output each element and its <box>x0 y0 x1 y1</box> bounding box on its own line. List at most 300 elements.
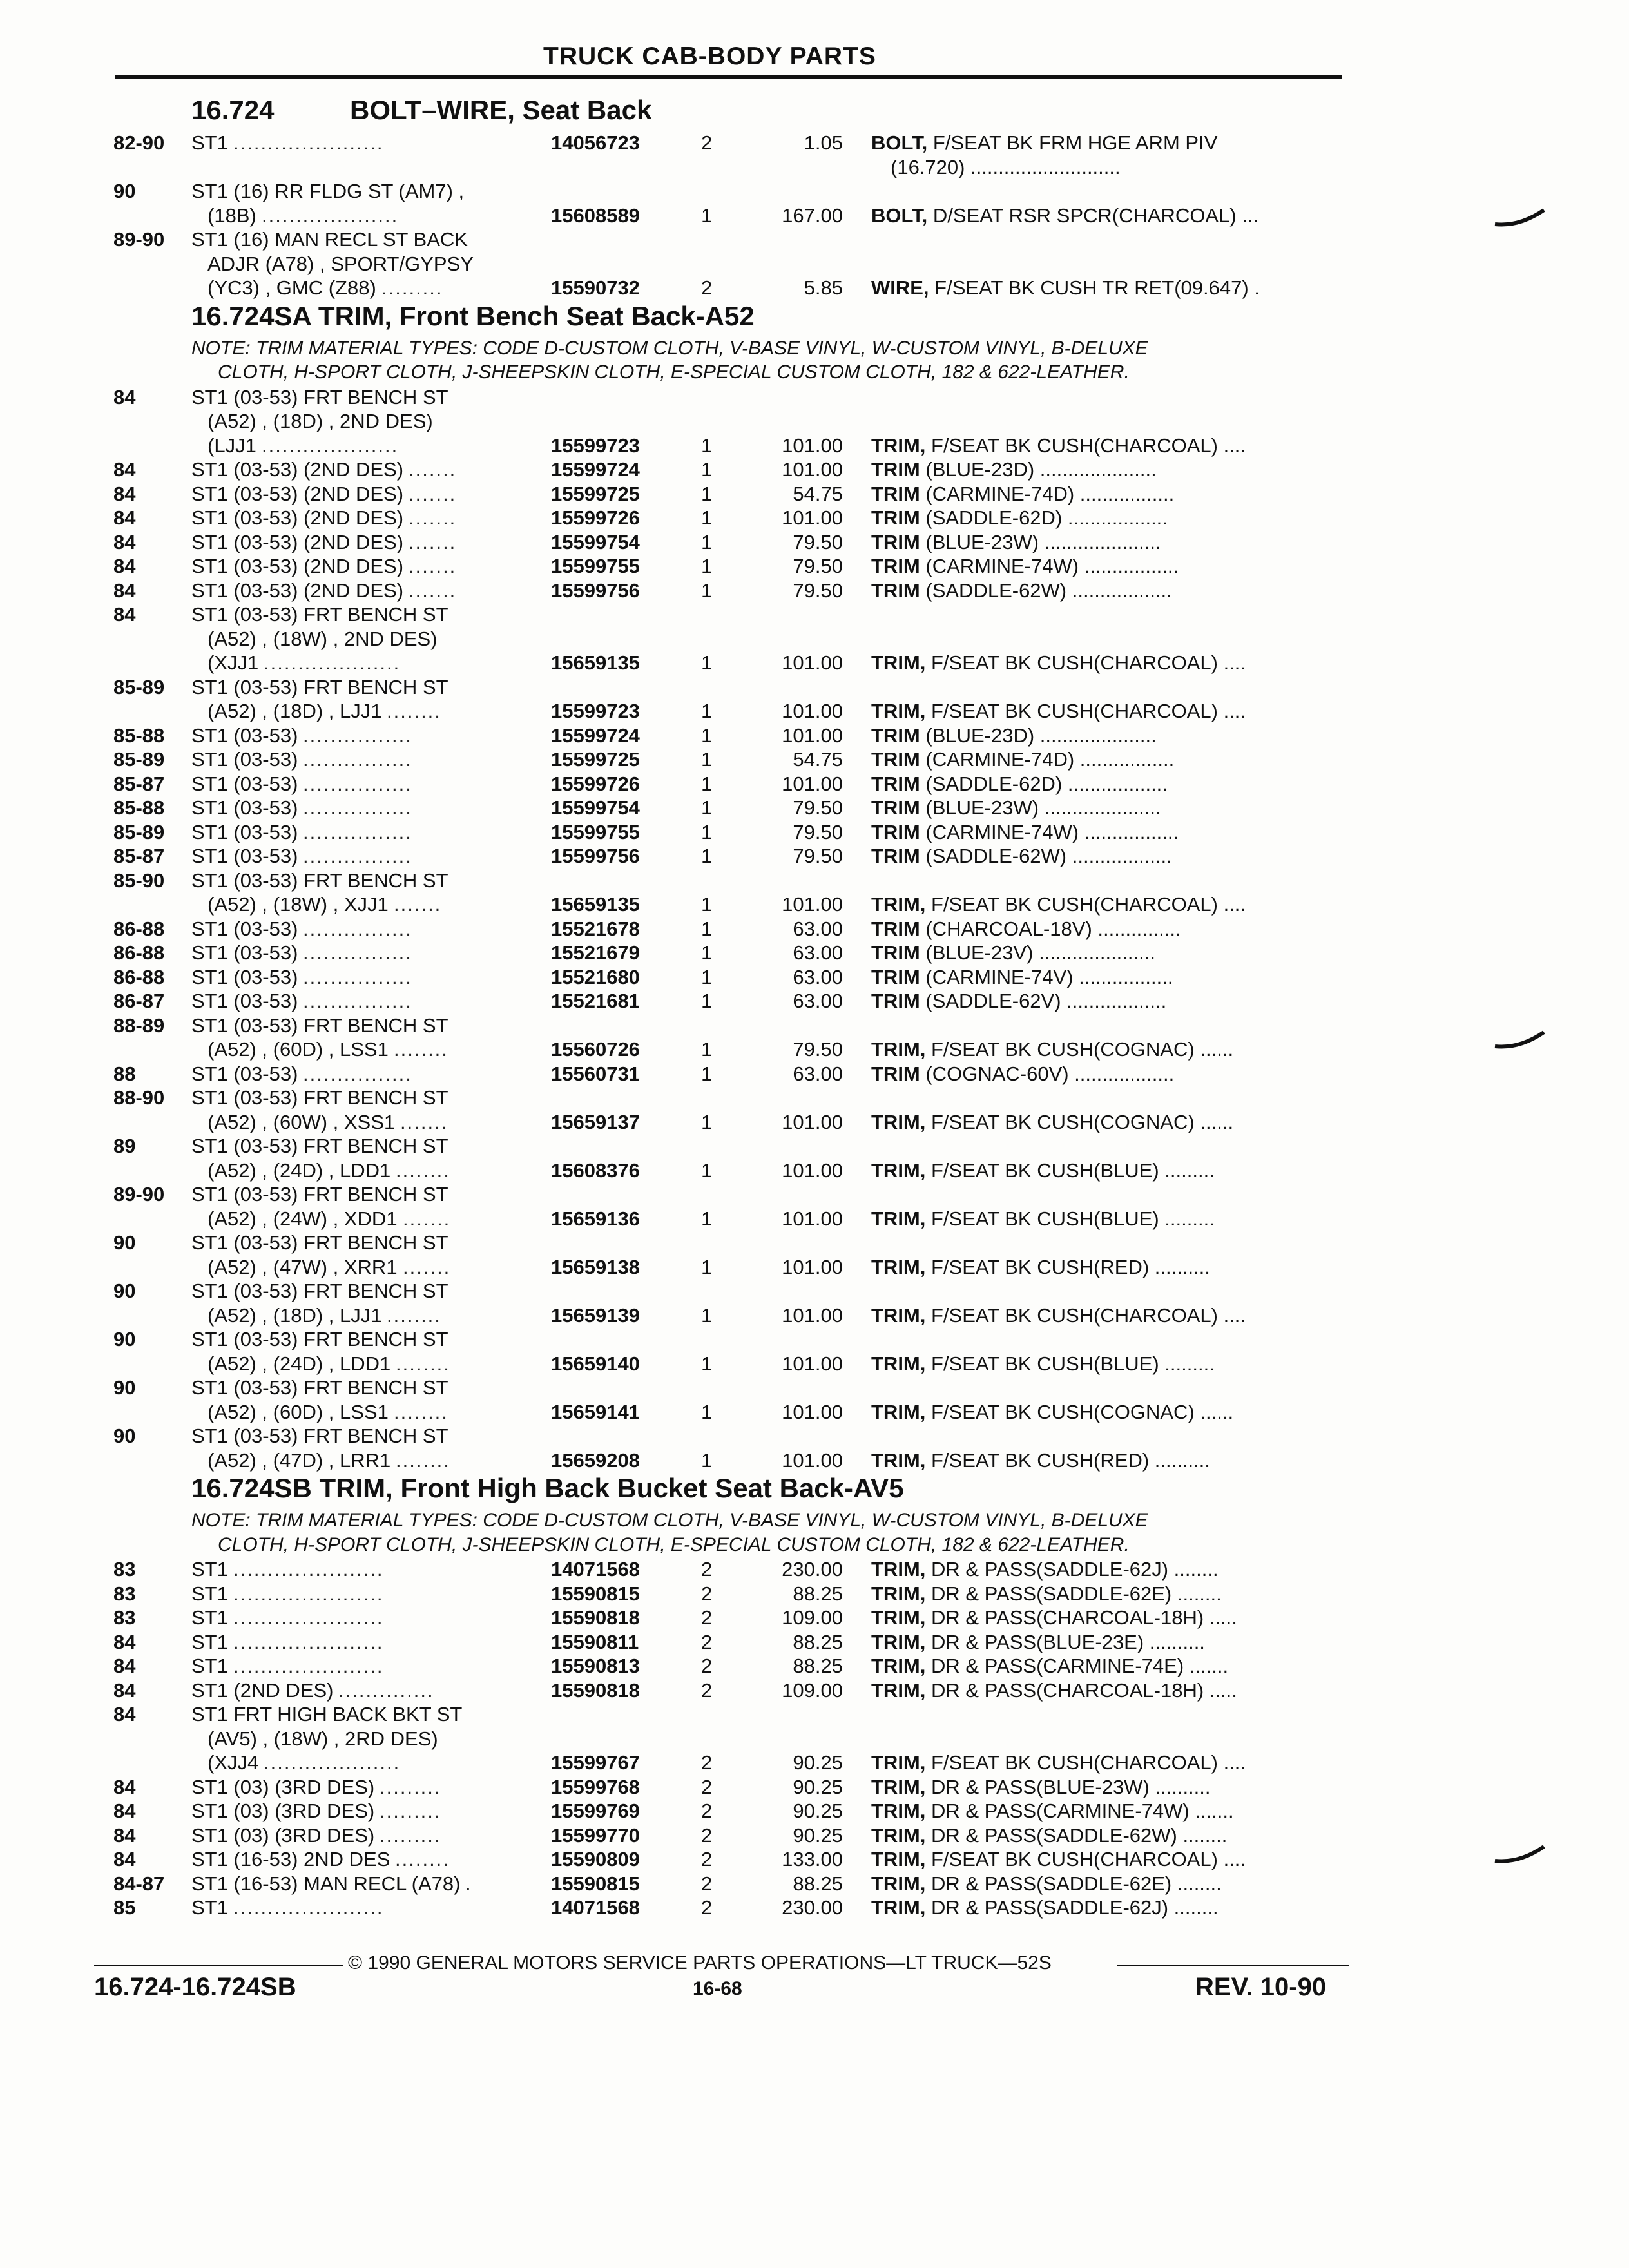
model-years: 85-89 <box>113 675 165 698</box>
part-number: 15599755 <box>551 820 640 843</box>
usage-text: ST1 (16) RR FLDG ST (AM7) , <box>191 180 465 202</box>
part-row <box>0 1183 1629 1207</box>
usage-text: ST1 (03-53) <box>191 1062 298 1085</box>
usage-text: ST1 (03-53) FRT BENCH ST <box>191 869 448 892</box>
description-type: TRIM, <box>871 1558 926 1581</box>
part-number: 15590818 <box>551 1678 640 1702</box>
description-detail: (COGNAC-60V) .................. <box>920 1062 1175 1085</box>
usage-text: ST1 <box>191 1582 228 1605</box>
price: 101.00 <box>782 1207 843 1230</box>
usage-text: ST1 (03-53) FRT BENCH ST <box>191 1086 448 1109</box>
description-type: TRIM, <box>871 1823 926 1847</box>
quantity: 1 <box>701 555 713 577</box>
part-row <box>0 1606 1629 1631</box>
price: 101.00 <box>782 1448 843 1472</box>
part-row <box>0 1449 1629 1474</box>
part-row <box>0 748 1629 773</box>
section-heading <box>0 301 1629 338</box>
description-type: TRIM, <box>871 1110 926 1133</box>
price: 88.25 <box>793 1582 843 1605</box>
description <box>871 1449 1210 1472</box>
usage-text: ST1 (03-53) FRT BENCH ST <box>191 1231 448 1254</box>
part-row <box>0 893 1629 918</box>
model-years: 84 <box>113 1678 136 1702</box>
price: 101.00 <box>782 458 843 481</box>
part-row <box>0 253 1629 277</box>
quantity: 2 <box>701 1751 713 1774</box>
part-number: 15659139 <box>551 1303 640 1327</box>
model-years: 84 <box>113 385 136 408</box>
part-row <box>0 724 1629 749</box>
part-row <box>0 458 1629 483</box>
part-row <box>0 1328 1629 1352</box>
part-row <box>0 276 1629 301</box>
usage-text: ST1 (16-53) MAN RECL (A78) <box>191 1872 461 1895</box>
part-row <box>0 628 1629 652</box>
usage-text: ST1 (03-53) FRT BENCH ST <box>191 1135 448 1157</box>
description <box>871 1776 1211 1799</box>
quantity: 2 <box>701 1775 713 1798</box>
price: 101.00 <box>782 434 843 457</box>
part-row <box>0 1776 1629 1800</box>
description-type: TRIM <box>871 820 920 843</box>
quantity: 1 <box>701 434 713 457</box>
usage-text: ADJR (A78) , SPORT/GYPSY <box>207 252 474 275</box>
usage-text: ST1 (03-53) <box>191 917 298 940</box>
description-detail: (SADDLE-62D) .................. <box>920 506 1168 529</box>
footer-revision: REV. 10-90 <box>1195 1973 1327 2001</box>
leader-dots: ................ <box>303 724 412 747</box>
part-row <box>0 1425 1629 1449</box>
price: 101.00 <box>782 1158 843 1182</box>
usage-text: ST1 (03-53) <box>191 990 298 1012</box>
part-number: 15599754 <box>551 796 640 819</box>
quantity: 2 <box>701 1823 713 1847</box>
description-type: TRIM <box>871 845 920 867</box>
model-years: 84 <box>113 579 136 602</box>
description-detail: F/SEAT BK CUSH(CHARCOAL) .... <box>925 893 1246 916</box>
description <box>871 506 1168 530</box>
quantity: 1 <box>701 1207 713 1230</box>
description <box>871 434 1246 457</box>
usage-text: (AV5) , (18W) , 2RD DES) <box>207 1727 438 1750</box>
quantity: 2 <box>701 276 713 299</box>
part-number: 15590809 <box>551 1848 640 1870</box>
part-row <box>0 180 1629 204</box>
price: 5.85 <box>804 276 843 299</box>
description-type: TRIM, <box>871 1678 926 1702</box>
description-type: TRIM, <box>871 434 926 457</box>
description-detail: (SADDLE-62V) .................. <box>920 990 1167 1012</box>
price: 101.00 <box>782 893 843 916</box>
description <box>871 1751 1246 1774</box>
part-number: 15521678 <box>551 917 640 940</box>
leader-dots: ................ <box>303 772 412 795</box>
price: 63.00 <box>793 965 843 988</box>
part-row <box>0 1062 1629 1087</box>
description <box>871 724 1157 747</box>
part-row <box>0 845 1629 869</box>
price: 101.00 <box>782 651 843 674</box>
quantity: 2 <box>701 131 713 154</box>
description <box>871 1582 1222 1606</box>
description <box>871 1848 1246 1871</box>
price: 90.25 <box>793 1775 843 1798</box>
model-years: 84 <box>113 1775 136 1798</box>
description <box>871 555 1179 578</box>
binder-mark-1 <box>1494 207 1547 233</box>
part-row <box>0 506 1629 531</box>
leader-dots: ................ <box>303 748 412 771</box>
part-number: 15590815 <box>551 1872 640 1895</box>
model-years: 90 <box>113 1328 136 1350</box>
usage-text: ST1 <box>191 1655 228 1677</box>
description <box>871 893 1246 916</box>
part-row <box>0 1751 1629 1776</box>
part-number: 15560726 <box>551 1038 640 1061</box>
description <box>871 1606 1237 1629</box>
part-row <box>0 1304 1629 1329</box>
part-number: 15599724 <box>551 458 640 481</box>
price: 79.50 <box>793 1038 843 1061</box>
trim-note <box>0 1534 1629 1559</box>
model-years: 84 <box>113 555 136 577</box>
description-detail: DR & PASS(BLUE-23W) .......... <box>925 1775 1211 1798</box>
part-row <box>0 1159 1629 1184</box>
price: 54.75 <box>793 748 843 771</box>
quantity: 1 <box>701 1352 713 1375</box>
page-title: TRUCK CAB-BODY PARTS <box>543 43 876 70</box>
part-row <box>0 941 1629 966</box>
leader-dots: ........ <box>395 1848 450 1870</box>
description <box>871 990 1166 1013</box>
part-row <box>0 1848 1629 1872</box>
note-text: NOTE: TRIM MATERIAL TYPES: CODE D-CUSTOM CLOTH, V-BASE VINYL, W-CUSTOM VINYL, B-DELUXE <box>191 337 1148 359</box>
leader-dots: ......... <box>380 1823 441 1847</box>
description-detail: (BLUE-23D) ..................... <box>920 458 1157 481</box>
price: 101.00 <box>782 1255 843 1278</box>
usage-text: ST1 (03-53) FRT BENCH ST <box>191 1014 448 1037</box>
description-type: TRIM, <box>871 1582 926 1605</box>
quantity: 1 <box>701 941 713 964</box>
quantity: 1 <box>701 1303 713 1327</box>
part-number: 15659208 <box>551 1448 640 1472</box>
usage-text: ST1 (03-53) <box>191 724 298 747</box>
part-number: 15599769 <box>551 1800 640 1822</box>
price: 101.00 <box>782 724 843 747</box>
model-years: 84 <box>113 506 136 529</box>
price: 109.00 <box>782 1606 843 1629</box>
description-detail: DR & PASS(CHARCOAL-18H) ..... <box>925 1606 1237 1629</box>
part-row <box>0 700 1629 724</box>
part-row <box>0 1352 1629 1377</box>
description <box>871 1401 1233 1424</box>
model-years: 90 <box>113 1425 136 1447</box>
leader-dots: ................ <box>303 917 412 940</box>
description-detail: F/SEAT BK CUSH(CHARCOAL) .... <box>925 1303 1246 1327</box>
leader-dots: .............. <box>338 1678 434 1702</box>
usage-text: ST1 (03-53) <box>191 845 298 867</box>
price: 101.00 <box>782 1352 843 1375</box>
usage-text: ST1 (03-53) FRT BENCH ST <box>191 1280 448 1302</box>
description-detail: (BLUE-23V) ..................... <box>920 941 1155 964</box>
part-row <box>0 1800 1629 1824</box>
part-number: 14071568 <box>551 1896 640 1919</box>
description-detail: (CARMINE-74D) ................. <box>920 748 1175 771</box>
leader-dots: ...................... <box>233 1630 384 1653</box>
description-detail: (SADDLE-62W) .................. <box>920 579 1172 602</box>
part-row <box>0 1655 1629 1679</box>
usage-text: ST1 (03-53) <box>191 941 298 964</box>
part-row <box>0 410 1629 434</box>
part-row <box>0 1014 1629 1039</box>
model-years: 90 <box>113 180 136 202</box>
usage-text: ST1 (03-53) (2ND DES) <box>191 458 404 481</box>
usage-text: ST1 (03-53) FRT BENCH ST <box>191 675 448 698</box>
part-row <box>0 966 1629 990</box>
usage-text: ST1 (16) MAN RECL ST BACK <box>191 228 468 251</box>
model-years: 89 <box>113 1135 136 1157</box>
description-detail: (BLUE-23W) ..................... <box>920 530 1161 553</box>
part-number: 15599723 <box>551 700 640 722</box>
part-row <box>0 773 1629 797</box>
description-type: BOLT, <box>871 131 928 154</box>
leader-dots: ........ <box>396 1448 450 1472</box>
description-type: TRIM, <box>871 1800 926 1822</box>
leader-dots: ........ <box>396 1352 450 1375</box>
description-type: TRIM, <box>871 1303 926 1327</box>
part-row <box>0 1135 1629 1159</box>
part-row <box>0 1086 1629 1111</box>
part-number: 15608376 <box>551 1158 640 1182</box>
description <box>871 773 1168 796</box>
note-text: NOTE: TRIM MATERIAL TYPES: CODE D-CUSTOM CLOTH, V-BASE VINYL, W-CUSTOM VINYL, B-DELUXE <box>191 1510 1148 1531</box>
model-years: 82-90 <box>113 131 165 154</box>
quantity: 1 <box>701 772 713 795</box>
part-row <box>0 204 1629 229</box>
usage-text: (A52) , (60D) , LSS1 <box>207 1038 389 1061</box>
leader-dots: ......... <box>380 1800 441 1822</box>
model-years: 86-88 <box>113 965 165 988</box>
description-type: TRIM, <box>871 1207 926 1230</box>
model-years: 89-90 <box>113 1183 165 1206</box>
description-detail: F/SEAT BK CUSH(CHARCOAL) .... <box>925 1848 1246 1870</box>
description-type: TRIM, <box>871 1158 926 1182</box>
header-rule <box>115 75 1342 79</box>
usage-text: (LJJ1 <box>207 434 256 457</box>
part-row <box>0 1679 1629 1704</box>
description-detail: F/SEAT BK CUSH(CHARCOAL) .... <box>925 434 1246 457</box>
model-years: 84 <box>113 1630 136 1653</box>
leader-dots: ...................... <box>233 1655 384 1677</box>
usage-text: ST1 (03-53) <box>191 796 298 819</box>
description-detail: (CARMINE-74V) ................. <box>920 965 1173 988</box>
description-detail: DR & PASS(SADDLE-62J) ........ <box>925 1896 1219 1919</box>
description-detail: (CARMINE-74D) ................. <box>920 482 1175 505</box>
description <box>871 1558 1219 1581</box>
description <box>871 821 1179 844</box>
usage-text: ST1 (03-53) FRT BENCH ST <box>191 1376 448 1399</box>
model-years: 90 <box>113 1280 136 1302</box>
description-type: TRIM <box>871 724 920 747</box>
leader-dots: .................... <box>264 1751 401 1774</box>
description <box>871 651 1246 675</box>
description <box>871 1824 1227 1847</box>
description-type: WIRE, <box>871 276 929 299</box>
usage-text: ST1 <box>191 1630 228 1653</box>
description-detail: F/SEAT BK CUSH(RED) .......... <box>925 1255 1210 1278</box>
part-number: 15521679 <box>551 941 640 964</box>
leader-dots: .................... <box>264 651 401 674</box>
description <box>871 1256 1210 1279</box>
model-years: 86-87 <box>113 990 165 1012</box>
price: 79.50 <box>793 845 843 867</box>
description <box>871 845 1172 868</box>
model-years: 90 <box>113 1376 136 1399</box>
quantity: 1 <box>701 917 713 940</box>
price: 101.00 <box>782 772 843 795</box>
section-number: 16.724 <box>191 95 275 125</box>
description-detail: DR & PASS(BLUE-23E) .......... <box>925 1630 1205 1653</box>
model-years: 85-88 <box>113 796 165 819</box>
usage-text: ST1 (03-53) FRT BENCH ST <box>191 603 448 626</box>
price: 88.25 <box>793 1630 843 1653</box>
description-detail: (BLUE-23D) ..................... <box>920 724 1157 747</box>
description-type: TRIM, <box>871 651 926 674</box>
price: 133.00 <box>782 1848 843 1870</box>
model-years: 85-87 <box>113 772 165 795</box>
model-years: 88-90 <box>113 1086 165 1109</box>
model-years: 85-90 <box>113 869 165 892</box>
leader-dots: ....... <box>400 1110 448 1133</box>
description-detail: DR & PASS(SADDLE-62J) ........ <box>925 1558 1219 1581</box>
price: 79.50 <box>793 530 843 553</box>
description-detail: DR & PASS(CARMINE-74W) ....... <box>925 1800 1234 1822</box>
footer-rule-right <box>1117 1965 1349 1966</box>
usage-text: (A52) , (18D) , LJJ1 <box>207 1303 382 1327</box>
description-type: TRIM <box>871 555 920 577</box>
part-number: 15590811 <box>551 1630 639 1653</box>
usage-text: ST1 (03-53) FRT BENCH ST <box>191 1328 448 1350</box>
quantity: 2 <box>701 1872 713 1895</box>
part-number: 15659135 <box>551 651 640 674</box>
part-number: 15521680 <box>551 965 640 988</box>
usage-text: (YC3) , GMC (Z88) <box>207 276 376 299</box>
part-row <box>0 579 1629 604</box>
leader-dots: ....... <box>394 893 442 916</box>
usage-text: (A52) , (18W) , XJJ1 <box>207 893 389 916</box>
part-row <box>0 1207 1629 1232</box>
leader-dots: ................ <box>303 941 412 964</box>
parts-list <box>0 95 1629 1921</box>
part-row <box>0 555 1629 579</box>
price: 79.50 <box>793 820 843 843</box>
part-number: 14071568 <box>551 1558 640 1581</box>
part-row <box>0 990 1629 1014</box>
usage-text: ST1 (03-53) <box>191 820 298 843</box>
description <box>871 700 1246 723</box>
leader-dots: ................ <box>303 1062 412 1085</box>
part-number: 15599725 <box>551 482 640 505</box>
usage-text: ST1 (03-53) <box>191 965 298 988</box>
description <box>871 1111 1233 1134</box>
usage-text: (A52) , (24D) , LDD1 <box>207 1352 391 1375</box>
model-years: 84 <box>113 1800 136 1822</box>
leader-dots: ....... <box>403 1255 451 1278</box>
description <box>891 156 1121 179</box>
description-detail: F/SEAT BK CUSH(COGNAC) ...... <box>925 1038 1234 1061</box>
description-detail: F/SEAT BK CUSH(COGNAC) ...... <box>925 1400 1234 1423</box>
section-name: BOLT–WIRE, Seat Back <box>350 95 652 125</box>
section-heading <box>0 95 1629 131</box>
trim-note <box>0 338 1629 362</box>
usage-text: (A52) , (18D) , LJJ1 <box>207 700 382 722</box>
usage-text: ST1 (03-53) FRT BENCH ST <box>191 1425 448 1447</box>
model-years: 84 <box>113 603 136 626</box>
description-type: TRIM, <box>871 1751 926 1774</box>
part-number: 15590813 <box>551 1655 640 1677</box>
description-type: TRIM <box>871 917 920 940</box>
description-type: TRIM <box>871 796 920 819</box>
price: 79.50 <box>793 796 843 819</box>
model-years: 86-88 <box>113 917 165 940</box>
description-detail: (SADDLE-62W) .................. <box>920 845 1172 867</box>
usage-text: ST1 (03-53) (2ND DES) <box>191 482 404 505</box>
part-number: 15659141 <box>551 1400 640 1423</box>
usage-text: (A52) , (60D) , LSS1 <box>207 1400 389 1423</box>
description <box>871 918 1181 941</box>
model-years: 84 <box>113 458 136 481</box>
usage-text: (A52) , (60W) , XSS1 <box>207 1110 396 1133</box>
part-number: 14056723 <box>551 131 640 154</box>
part-row <box>0 676 1629 700</box>
description-detail: F/SEAT BK CUSH(COGNAC) ...... <box>925 1110 1234 1133</box>
price: 101.00 <box>782 1110 843 1133</box>
part-number: 15599755 <box>551 555 640 577</box>
description-detail: DR & PASS(CHARCOAL-18H) ..... <box>925 1678 1237 1702</box>
description-type: TRIM <box>871 990 920 1012</box>
description <box>871 941 1155 965</box>
part-row <box>0 796 1629 821</box>
price: 1.05 <box>804 131 843 154</box>
part-number: 15659138 <box>551 1255 640 1278</box>
part-row <box>0 1401 1629 1425</box>
part-number: 15608589 <box>551 204 640 227</box>
quantity: 1 <box>701 579 713 602</box>
description <box>871 579 1172 602</box>
description-detail: F/SEAT BK CUSH(BLUE) ......... <box>925 1207 1215 1230</box>
quantity: 2 <box>701 1896 713 1919</box>
description-type: TRIM <box>871 506 920 529</box>
quantity: 1 <box>701 1400 713 1423</box>
part-row <box>0 1376 1629 1401</box>
binder-mark-3 <box>1494 1844 1547 1870</box>
usage-text: (A52) , (47D) , LRR1 <box>207 1448 391 1472</box>
model-years: 83 <box>113 1558 136 1581</box>
quantity: 1 <box>701 893 713 916</box>
usage-text: (18B) <box>207 204 256 227</box>
quantity: 1 <box>701 506 713 529</box>
model-years: 84-87 <box>113 1872 165 1895</box>
description-type: TRIM <box>871 965 920 988</box>
quantity: 2 <box>701 1848 713 1870</box>
description <box>871 1352 1215 1376</box>
usage-text: ST1 (03) (3RD DES) <box>191 1823 375 1847</box>
part-number: 15521681 <box>551 990 640 1012</box>
leader-dots: ...................... <box>233 131 384 154</box>
part-row <box>0 1558 1629 1582</box>
part-number: 15599768 <box>551 1775 640 1798</box>
